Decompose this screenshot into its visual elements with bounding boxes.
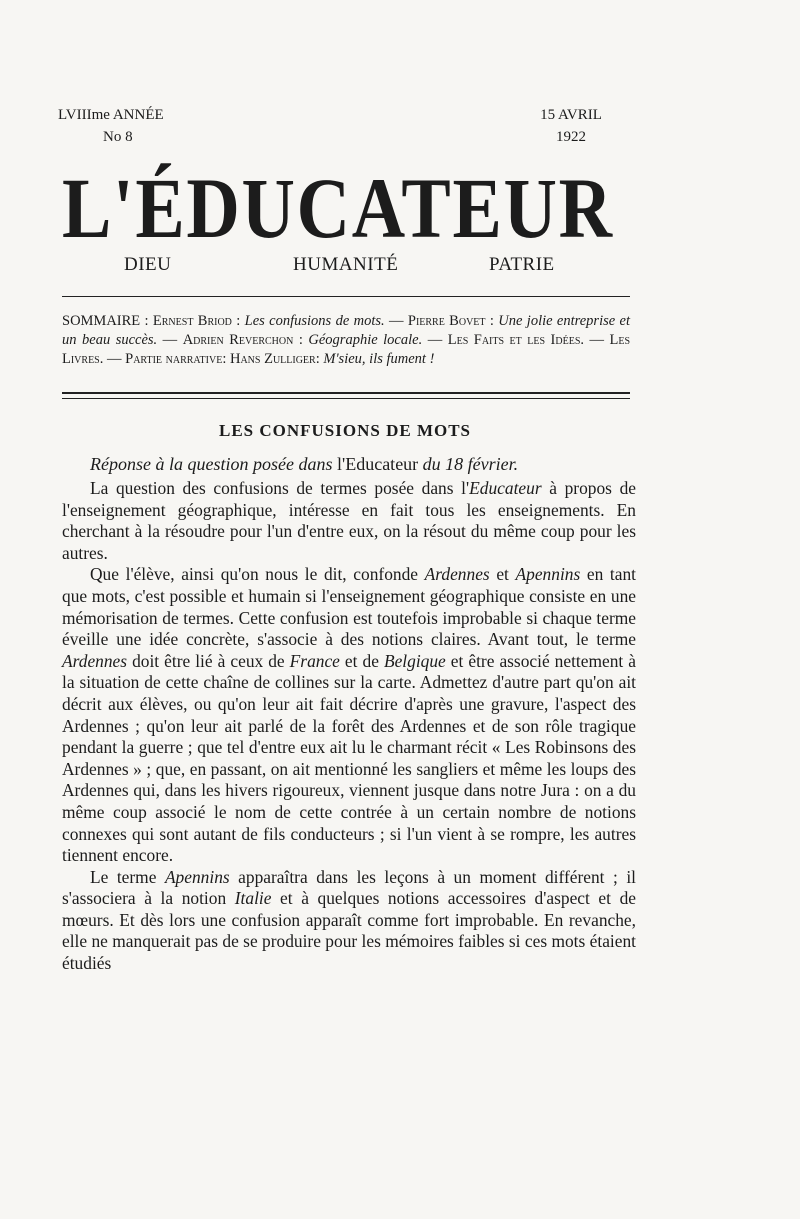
article-paragraph <box>62 564 636 866</box>
issue-info <box>58 104 164 148</box>
subtitle-run: l'Educateur <box>336 454 419 474</box>
paragraph-run: Educateur <box>469 478 542 498</box>
sommaire-run: — <box>157 332 183 348</box>
sommaire-run: — <box>384 313 408 329</box>
journal-title: L'ÉDUCATEUR <box>62 160 614 256</box>
sommaire-run: — <box>103 351 126 367</box>
bottom-divider-thin <box>62 398 630 399</box>
top-divider <box>62 296 630 297</box>
volume-label: LVIIIme ANNÉE <box>58 107 164 123</box>
paragraph-run: et <box>489 564 516 585</box>
paragraph-run: Ardennes <box>62 650 128 671</box>
article-title: LES CONFUSIONS DE MOTS <box>218 421 472 440</box>
sommaire-run: Partie narrative <box>125 351 223 367</box>
sommaire-run: Hans Zulliger <box>229 351 316 367</box>
bottom-divider <box>62 392 630 394</box>
sommaire-run: Géographie locale. <box>308 332 423 348</box>
sommaire-run: : <box>231 313 245 329</box>
sommaire-run: Les Livres. <box>62 332 631 367</box>
sommaire-run: SOMMAIRE : <box>62 313 153 329</box>
sommaire-run: Une jolie entreprise et un beau succès. <box>62 313 631 348</box>
issue-number: No 8 <box>103 129 133 145</box>
sommaire-run: : <box>222 351 230 367</box>
article-paragraph <box>62 867 636 975</box>
paragraph-run: Italie <box>234 888 272 909</box>
paragraph-run: à propos de l'enseignement géographique, intéresse en fait tous les enseignements. En cherchant à la résoudre pour l'un d'entre eux, on la résout du même coup pour les autres. <box>62 478 636 563</box>
subtitle-run: du 18 février. <box>418 454 519 474</box>
sommaire-run: — <box>422 332 448 348</box>
paragraph-run: La question des confusions de termes posée dans l' <box>90 478 470 498</box>
motto-dieu: DIEU <box>124 254 172 275</box>
article-subtitle <box>90 454 518 475</box>
article-body <box>62 478 636 975</box>
sommaire-run: : <box>293 332 309 348</box>
article-paragraph <box>62 478 636 564</box>
paragraph-run: Que l'élève, ainsi qu'on nous le dit, confonde <box>90 564 425 585</box>
issue-date <box>528 104 614 148</box>
sommaire-run: Les confusions de mots. <box>244 313 385 329</box>
paragraph-run: France <box>289 650 340 671</box>
paragraph-run: et de <box>339 650 384 671</box>
subtitle-run: Réponse à la question posée dans <box>90 454 337 474</box>
date-label: 15 AVRIL <box>540 107 602 123</box>
motto-patrie: PATRIE <box>489 254 555 275</box>
table-of-contents <box>62 312 630 369</box>
paragraph-run: doit être lié à ceux de <box>127 650 290 671</box>
paragraph-run: apparaîtra dans les leçons à un moment différent ; il s'associera à la notion <box>62 866 636 909</box>
sommaire-run: Pierre Bovet <box>407 313 486 329</box>
year-label: 1922 <box>556 129 586 145</box>
paragraph-run: Le terme <box>90 866 165 887</box>
sommaire-run: : <box>485 313 499 329</box>
sommaire-run: M'sieu, ils fument ! <box>323 351 435 367</box>
sommaire-run: Adrien Reverchon <box>182 332 294 348</box>
paragraph-run: en tant que mots, c'est possible et humain si l'enseignement géographique consiste en une mémorisation de termes. Cette confusion est toutefois improbable si chaque terme éveille une idée concrète, s'associe à des notions claires. Avant tout, le terme <box>62 564 637 650</box>
paragraph-run: et à quelques notions accessoires d'aspect et de mœurs. Et dès lors une confusion apparaît comme fort improbable. En revanche, elle ne manquerait pas de se produire pour les mémoires faibles si ces mots étaient étudiés <box>62 888 636 974</box>
sommaire-run: : <box>315 351 324 367</box>
sommaire-run: Les Faits et les Idées. <box>447 332 585 348</box>
paragraph-run: Apennins <box>164 866 230 887</box>
paragraph-run: et être associé nettement à la situation de cette chaîne de collines sur la carte. Admettez d'autre part qu'on ait décrit aux élèves, ou qu'on leur ait fait décrire d'après une gravure, l'aspect des Ardennes ; qu'on leur ait parlé de la forêt des Ardennes et de son rôle tragique pendant la guerre ; que tel d'entre eux ait lu le charmant récit « Les Robinsons des Ardennes » ; que, en passant, on ait mentionné les sangliers et même les loups des Ardennes qui, dans les hivers rigoureux, viennent jusque dans notre Jura : on a du même coup associé le nom de cette contrée à un certain nombre de notions connexes qui sont autant de fils conducteurs ; si l'un vient à se rompre, les autres tiennent encore. <box>62 650 636 866</box>
paragraph-run: Apennins <box>515 564 581 585</box>
motto-humanite: HUMANITÉ <box>293 254 399 275</box>
sommaire-run: Ernest Briod <box>152 313 232 329</box>
sommaire-run: — <box>584 332 610 348</box>
paragraph-run: Belgique <box>383 650 446 671</box>
paragraph-run: Ardennes <box>424 564 490 585</box>
